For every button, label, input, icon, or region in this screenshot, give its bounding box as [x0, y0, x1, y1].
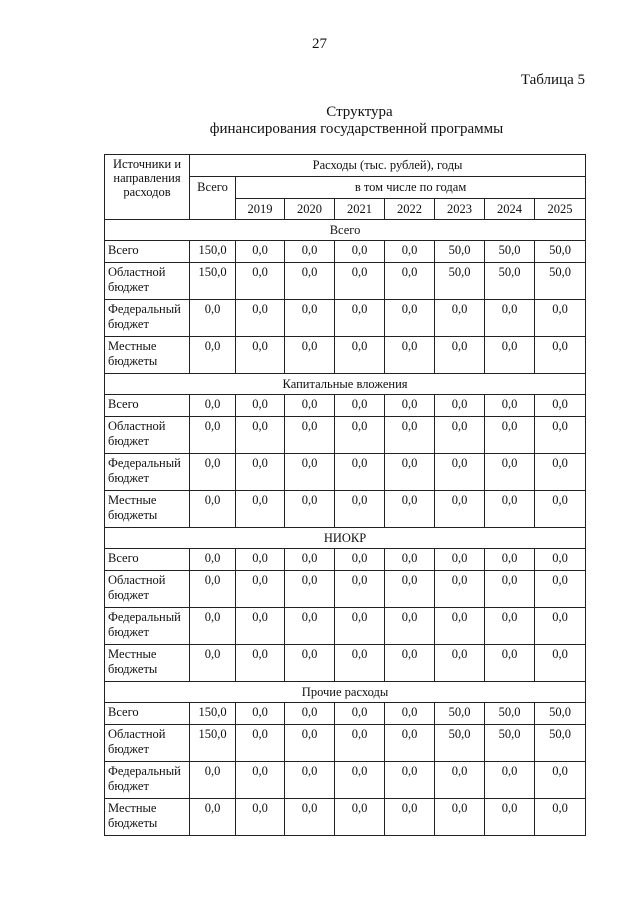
header-year: 2022 — [385, 199, 435, 220]
year-value: 0,0 — [435, 337, 485, 374]
header-year: 2019 — [236, 199, 285, 220]
year-value: 50,0 — [485, 703, 535, 725]
year-value: 0,0 — [236, 454, 285, 491]
year-value: 0,0 — [535, 300, 586, 337]
table-row — [105, 725, 586, 762]
row-label: Федеральный бюджет — [105, 300, 190, 337]
year-value: 0,0 — [385, 241, 435, 263]
row-label: Местные бюджеты — [105, 337, 190, 374]
table-row — [105, 263, 586, 300]
year-value: 0,0 — [335, 417, 385, 454]
year-value: 0,0 — [435, 799, 485, 836]
header-sources: Источники и направления расходов — [105, 155, 190, 220]
year-value: 0,0 — [485, 799, 535, 836]
year-value: 0,0 — [535, 454, 586, 491]
year-value: 0,0 — [236, 395, 285, 417]
year-value: 0,0 — [236, 241, 285, 263]
row-total: 150,0 — [190, 263, 236, 300]
year-value: 0,0 — [285, 417, 335, 454]
year-value: 50,0 — [535, 263, 586, 300]
year-value: 0,0 — [435, 417, 485, 454]
row-total: 0,0 — [190, 454, 236, 491]
year-value: 0,0 — [285, 454, 335, 491]
year-value: 0,0 — [285, 725, 335, 762]
year-value: 50,0 — [485, 241, 535, 263]
year-value: 0,0 — [385, 417, 435, 454]
table-row — [105, 337, 586, 374]
title-line-2: финансирования государственной программы — [209, 121, 504, 137]
row-label: Всего — [105, 241, 190, 263]
year-value: 0,0 — [485, 608, 535, 645]
header-year: 2021 — [335, 199, 385, 220]
year-value: 0,0 — [435, 549, 485, 571]
table-row — [105, 395, 586, 417]
row-total: 0,0 — [190, 337, 236, 374]
table-row — [105, 549, 586, 571]
year-value: 0,0 — [385, 337, 435, 374]
year-value: 0,0 — [285, 571, 335, 608]
year-value: 50,0 — [435, 241, 485, 263]
year-value: 0,0 — [385, 454, 435, 491]
year-value: 0,0 — [285, 703, 335, 725]
section-title: Всего — [105, 220, 586, 241]
year-value: 0,0 — [435, 645, 485, 682]
year-value: 50,0 — [485, 263, 535, 300]
row-label: Областной бюджет — [105, 417, 190, 454]
year-value: 0,0 — [236, 300, 285, 337]
header-year: 2023 — [435, 199, 485, 220]
row-label: Местные бюджеты — [105, 645, 190, 682]
year-value: 0,0 — [236, 337, 285, 374]
row-total: 0,0 — [190, 549, 236, 571]
year-value: 0,0 — [485, 300, 535, 337]
year-value: 0,0 — [285, 300, 335, 337]
year-value: 0,0 — [485, 571, 535, 608]
year-value: 0,0 — [335, 725, 385, 762]
row-label: Федеральный бюджет — [105, 762, 190, 799]
year-value: 0,0 — [485, 454, 535, 491]
year-value: 0,0 — [435, 571, 485, 608]
header-year: 2024 — [485, 199, 535, 220]
page-title — [0, 104, 639, 138]
year-value: 0,0 — [385, 571, 435, 608]
year-value: 0,0 — [385, 300, 435, 337]
table-row — [105, 241, 586, 263]
year-value: 0,0 — [485, 549, 535, 571]
row-label: Местные бюджеты — [105, 799, 190, 836]
header-total: Всего — [190, 177, 236, 220]
year-value: 0,0 — [335, 608, 385, 645]
year-value: 0,0 — [285, 263, 335, 300]
header-expenses: Расходы (тыс. рублей), годы — [190, 155, 586, 177]
header-year: 2020 — [285, 199, 335, 220]
year-value: 0,0 — [236, 417, 285, 454]
table-row — [105, 571, 586, 608]
row-label: Всего — [105, 549, 190, 571]
year-value: 0,0 — [535, 645, 586, 682]
year-value: 0,0 — [335, 454, 385, 491]
row-label: Областной бюджет — [105, 263, 190, 300]
year-value: 0,0 — [285, 645, 335, 682]
year-value: 0,0 — [335, 571, 385, 608]
row-total: 150,0 — [190, 703, 236, 725]
table-row — [105, 300, 586, 337]
year-value: 0,0 — [385, 395, 435, 417]
year-value: 0,0 — [335, 799, 385, 836]
year-value: 50,0 — [435, 725, 485, 762]
year-value: 0,0 — [535, 491, 586, 528]
year-value: 0,0 — [535, 608, 586, 645]
year-value: 0,0 — [485, 417, 535, 454]
section-title: НИОКР — [105, 528, 586, 549]
year-value: 0,0 — [385, 799, 435, 836]
table-row — [105, 491, 586, 528]
row-total: 150,0 — [190, 725, 236, 762]
year-value: 0,0 — [236, 703, 285, 725]
year-value: 0,0 — [535, 337, 586, 374]
year-value: 0,0 — [335, 263, 385, 300]
year-value: 0,0 — [535, 799, 586, 836]
year-value: 0,0 — [335, 549, 385, 571]
year-value: 0,0 — [485, 491, 535, 528]
year-value: 0,0 — [285, 762, 335, 799]
row-label: Всего — [105, 703, 190, 725]
year-value: 50,0 — [535, 241, 586, 263]
year-value: 0,0 — [285, 241, 335, 263]
year-value: 0,0 — [335, 491, 385, 528]
year-value: 0,0 — [335, 241, 385, 263]
year-value: 0,0 — [236, 762, 285, 799]
year-value: 0,0 — [385, 608, 435, 645]
section-header-row — [105, 528, 586, 549]
row-label: Федеральный бюджет — [105, 608, 190, 645]
year-value: 0,0 — [285, 549, 335, 571]
year-value: 0,0 — [385, 703, 435, 725]
year-value: 0,0 — [285, 337, 335, 374]
row-total: 0,0 — [190, 300, 236, 337]
year-value: 0,0 — [285, 491, 335, 528]
year-value: 0,0 — [335, 395, 385, 417]
row-label: Местные бюджеты — [105, 491, 190, 528]
year-value: 0,0 — [535, 762, 586, 799]
page-number: 27 — [312, 36, 327, 52]
row-label: Всего — [105, 395, 190, 417]
year-value: 50,0 — [485, 725, 535, 762]
year-value: 0,0 — [335, 703, 385, 725]
row-label: Областной бюджет — [105, 725, 190, 762]
year-value: 0,0 — [535, 417, 586, 454]
table-row — [105, 645, 586, 682]
year-value: 50,0 — [435, 263, 485, 300]
row-total: 0,0 — [190, 799, 236, 836]
year-value: 0,0 — [335, 300, 385, 337]
year-value: 0,0 — [236, 263, 285, 300]
year-value: 0,0 — [435, 395, 485, 417]
financing-table — [104, 154, 586, 836]
year-value: 0,0 — [236, 725, 285, 762]
year-value: 0,0 — [485, 337, 535, 374]
year-value: 0,0 — [285, 608, 335, 645]
year-value: 0,0 — [485, 395, 535, 417]
year-value: 50,0 — [535, 725, 586, 762]
section-header-row — [105, 682, 586, 703]
year-value: 0,0 — [236, 799, 285, 836]
year-value: 0,0 — [385, 491, 435, 528]
year-value: 0,0 — [485, 645, 535, 682]
row-label: Областной бюджет — [105, 571, 190, 608]
year-value: 0,0 — [385, 263, 435, 300]
year-value: 0,0 — [335, 762, 385, 799]
table-row — [105, 799, 586, 836]
section-title: Капитальные вложения — [105, 374, 586, 395]
year-value: 0,0 — [335, 645, 385, 682]
table-label: Таблица 5 — [520, 72, 585, 88]
row-total: 0,0 — [190, 417, 236, 454]
year-value: 0,0 — [535, 549, 586, 571]
year-value: 0,0 — [385, 725, 435, 762]
year-value: 0,0 — [385, 549, 435, 571]
header-year: 2025 — [535, 199, 586, 220]
row-total: 0,0 — [190, 395, 236, 417]
title-line-1: Структура — [326, 104, 393, 120]
year-value: 0,0 — [285, 799, 335, 836]
year-value: 0,0 — [435, 300, 485, 337]
header-including: в том числе по годам — [236, 177, 586, 199]
year-value: 0,0 — [485, 762, 535, 799]
year-value: 0,0 — [385, 762, 435, 799]
year-value: 0,0 — [236, 571, 285, 608]
row-total: 0,0 — [190, 608, 236, 645]
year-value: 0,0 — [335, 337, 385, 374]
row-total: 0,0 — [190, 762, 236, 799]
row-total: 0,0 — [190, 491, 236, 528]
year-value: 50,0 — [435, 703, 485, 725]
section-header-row — [105, 220, 586, 241]
table-row — [105, 762, 586, 799]
year-value: 0,0 — [236, 549, 285, 571]
year-value: 0,0 — [236, 608, 285, 645]
year-value: 0,0 — [535, 571, 586, 608]
table-row — [105, 454, 586, 491]
year-value: 0,0 — [435, 762, 485, 799]
table-row — [105, 608, 586, 645]
year-value: 0,0 — [236, 645, 285, 682]
year-value: 0,0 — [535, 395, 586, 417]
year-value: 0,0 — [236, 491, 285, 528]
row-label: Федеральный бюджет — [105, 454, 190, 491]
year-value: 0,0 — [435, 491, 485, 528]
section-title: Прочие расходы — [105, 682, 586, 703]
year-value: 0,0 — [435, 454, 485, 491]
year-value: 0,0 — [435, 608, 485, 645]
row-total: 150,0 — [190, 241, 236, 263]
year-value: 0,0 — [285, 395, 335, 417]
year-value: 0,0 — [385, 645, 435, 682]
year-value: 50,0 — [535, 703, 586, 725]
row-total: 0,0 — [190, 645, 236, 682]
table-row — [105, 417, 586, 454]
row-total: 0,0 — [190, 571, 236, 608]
section-header-row — [105, 374, 586, 395]
table-row — [105, 703, 586, 725]
table-body — [105, 220, 586, 836]
